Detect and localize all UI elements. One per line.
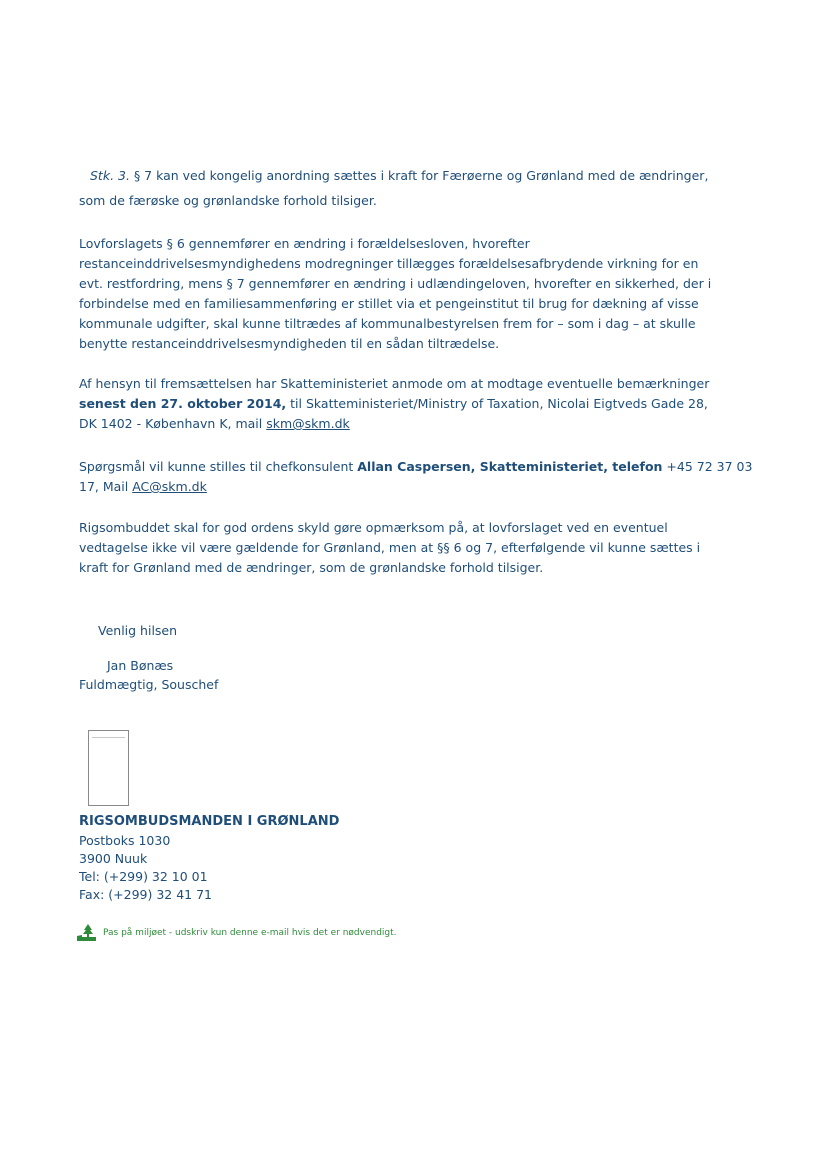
lovforslag-paragraph <box>79 234 759 354</box>
eco-notice <box>76 923 397 943</box>
stk3-prefix: Stk. 3. <box>90 168 130 183</box>
organization-tel: Tel: (+299) 32 10 01 <box>79 869 208 884</box>
stk3-paragraph-cont <box>79 191 759 211</box>
logo-image <box>88 730 129 806</box>
logo-strip <box>92 734 125 738</box>
stk3-paragraph <box>90 166 770 186</box>
stk3-line1: § 7 kan ved kongelig anordning sættes i kraft for Færøerne og Grønland med de ændringer, <box>133 168 709 183</box>
stk3-line2: som de færøske og grønlandske forhold tilsiger. <box>79 193 377 208</box>
spoergsmaal-line1-start: Spørgsmål vil kunne stilles til chefkonsulent <box>79 459 358 474</box>
lovforslag-line: restanceinddrivelsesmyndighedens modregninger tillægges forældelsesafbrydende virkning for en <box>79 256 699 271</box>
rigsombud-line: kraft for Grønland med de ændringer, som de grønlandske forhold tilsiger. <box>79 560 544 575</box>
organization-address1: Postboks 1030 <box>79 833 171 848</box>
organization-address2: 3900 Nuuk <box>79 851 148 866</box>
hensyn-line1: Af hensyn til fremsættelsen har Skatteministeriet anmode om at modtage eventuelle bemærkninger <box>79 376 710 391</box>
eco-notice-text: Pas på miljøet - udskriv kun denne e-mail hvis det er nødvendigt. <box>103 928 397 938</box>
contact-person: Allan Caspersen, Skatteministeriet, telefon <box>357 459 663 474</box>
lovforslag-line: evt. restfordring, mens § 7 gennemfører en ændring i udlændingeloven, hvorefter en sikkerhed, der i <box>79 276 712 291</box>
spoergsmaal-line2: 17, Mail <box>79 479 133 494</box>
rigsombud-line: vedtagelse ikke vil være gældende for Grønland, men at §§ 6 og 7, efterfølgende vil kunne sættes i <box>79 540 701 555</box>
hensyn-line3: DK 1402 - København K, mail <box>79 416 267 431</box>
sender-title: Fuldmægtig, Souschef <box>79 677 219 692</box>
lovforslag-line: forbindelse med en familiesammenføring er stillet via et pengeinstitut til brug for dækning af visse <box>79 296 699 311</box>
lovforslag-line: Lovforslagets § 6 gennemfører en ændring i forældelsesloven, hvorefter <box>79 236 530 251</box>
organization-name: RIGSOMBUDSMANDEN I GRØNLAND <box>79 814 340 829</box>
spoergsmaal-line1-end: +45 72 37 03 <box>662 459 753 474</box>
sender-name: Jan Bønæs <box>107 658 174 673</box>
closing-greeting: Venlig hilsen <box>98 623 178 638</box>
hensyn-line2: til Skatteministeriet/Ministry of Taxation, Nicolai Eigtveds Gade 28, <box>286 396 708 411</box>
tree-printer-icon <box>76 923 98 943</box>
spoergsmaal-paragraph <box>79 457 759 497</box>
deadline-text: senest den 27. oktober 2014, <box>79 396 287 411</box>
skm-email-link[interactable]: skm@skm.dk <box>266 416 350 431</box>
lovforslag-line: kommunale udgifter, skal kunne tiltrædes af kommunalbestyrelsen frem for – som i dag – at skulle <box>79 316 696 331</box>
rigsombud-paragraph <box>79 518 759 578</box>
organization-fax: Fax: (+299) 32 41 71 <box>79 887 213 902</box>
rigsombud-line: Rigsombuddet skal for god ordens skyld gøre opmærksom på, at lovforslaget ved en eventuel <box>79 520 668 535</box>
ac-email-link[interactable]: AC@skm.dk <box>132 479 207 494</box>
lovforslag-line: benytte restanceinddrivelsesmyndigheden til en sådan tiltrædelse. <box>79 336 500 351</box>
hensyn-paragraph <box>79 374 759 434</box>
